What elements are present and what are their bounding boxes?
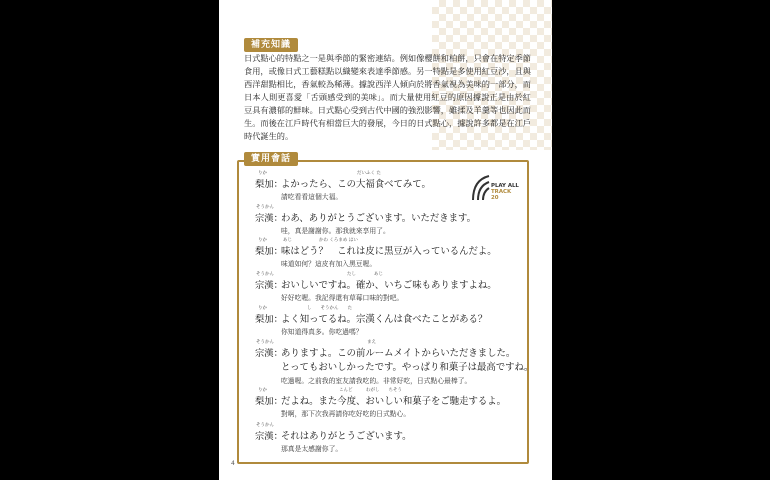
document-page xyxy=(219,0,552,480)
supplement-label: 補充知識 xyxy=(244,38,298,52)
page-number: 4 xyxy=(231,460,235,467)
supplement-text: 日式點心的特點之一是與季節的緊密連結。例如像櫻餅和柏餅，只會在特定季節食用，或像日式工藝糕點以織變來表達季節感。另一特點是多使用紅豆沙，且與西洋甜點相比，香氣較為稀薄。據說西洋人傾向於將香氣視為美味的一部分，而日本人則更喜愛「舌頭感受到的美味」。而大量使用紅豆的原因據說正是由於紅豆具有濃郁的鮮味。日式點心受到古代中國的強烈影響，雖揉及羊羹等也因此而生。而後在江戶時代有相當巨大的發展，今日的日式點心，據說許多都是在江戶時代誕生的。 xyxy=(244,53,531,141)
dialogue-label: 實用會話 xyxy=(244,152,298,166)
audio-icon xyxy=(471,174,491,202)
dialogue-box: PLAY ALL TRACK 20 りか 梨加： だいふく た よかったら、この大福食べてみて。 請吃看看這個大福。 そうかん 宗漢： わあ、ありがとうございます。いただきます。 哇，真是謝謝你。那我就來享用了。 りか 梨加： あじ かわ くろまめ はい 味はどう？ これは皮に黒豆が入っているんだよ。 味道如何？這皮有加入黑豆喔。 そうかん 宗漢： たし あじ おいしいですね。確か、いちご味もありますよね。 好好吃喔。我記得還有草莓口味的對吧。 りか 梨加： し そうかん た よく知ってるね。宗漢くんは食べたことがある？ 你知道得真多。你吃過嗎？ そうかん 宗漢： まえ ありますよ。この前ルームメイトからいただきました。 とってもおいしかったです。やっぱり和菓子は最高ですね。 吃過喔。之前我的室友請我吃的。非常好吃，日式點心最棒了。 りか 梨加： こんど わがし ちそう だよね。また今度、おいしい和菓子をご馳走するよ。 對啊，那下次我再請你吃好吃的日式點心。 そうかん 宗漢： それはありがとうございます。 那真是太感謝你了。 xyxy=(237,160,529,464)
play-all-label: PLAY ALL TRACK 20 xyxy=(491,183,519,201)
play-all-button[interactable] xyxy=(467,170,519,210)
